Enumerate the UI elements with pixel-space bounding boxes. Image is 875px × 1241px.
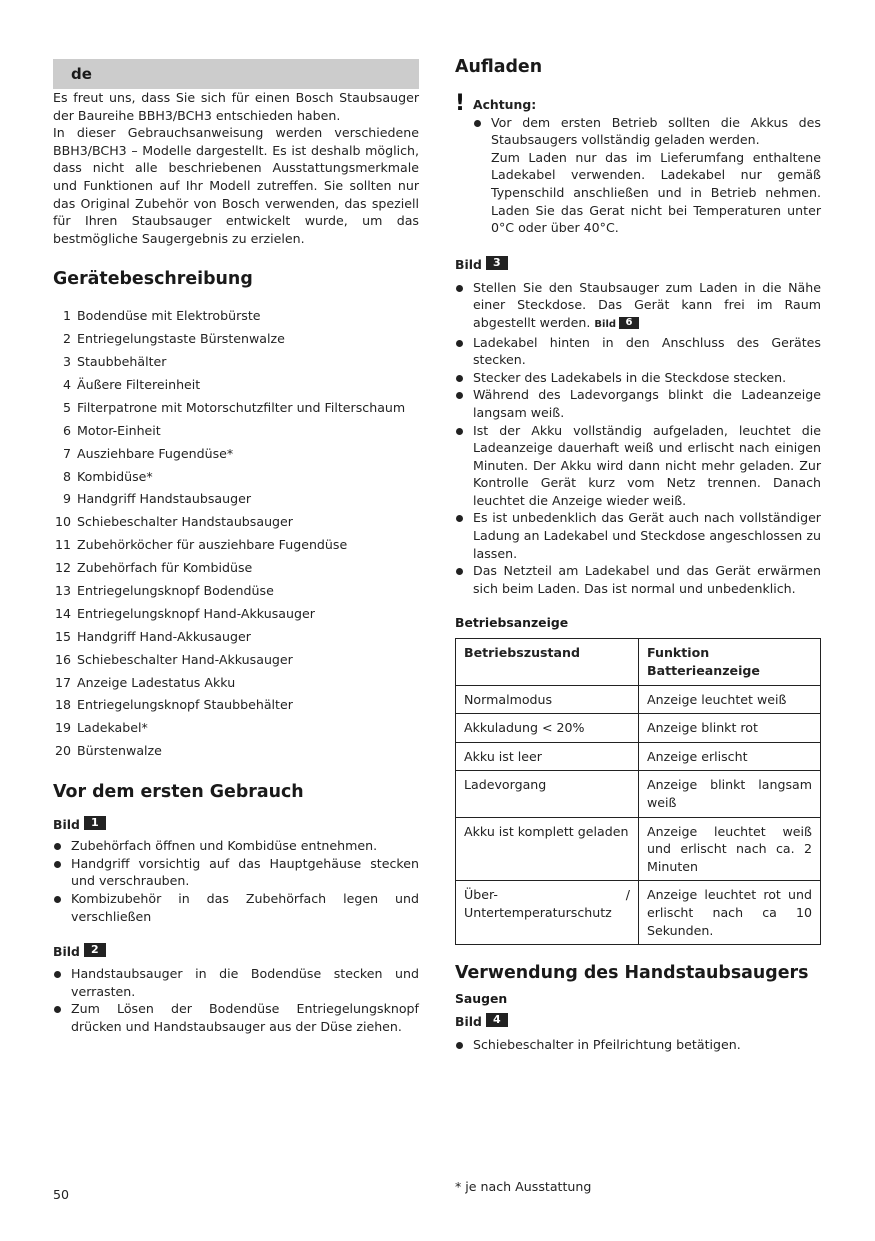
verwendung-list [455,1036,821,1054]
list-item: Stellen Sie den Staubsauger zum Laden in die Nähe einer Steckdose. Das Gerät kann frei im Raum abgestellt werden. Bild 6 [455,279,821,334]
bild-3-label: Bild 3 [455,254,821,273]
table-cell: Akku ist leer [456,742,639,771]
part-item: 17 Anzeige Ladestatus Akku [54,674,236,690]
part-item: 1 Bodendüse mit Elektrobürste [62,308,261,324]
table-cell: Anzeige erlischt [639,742,821,771]
list-item: Ist der Akku vollständig aufgeladen, leuchtet die Ladeanzeige dauerhaft weiß und erlischt nach einigen Minuten. Der Akku wird dann nicht mehr geladen. Zur Kontrolle Gerät kurz vom Netz trennen. Danach leuchtet die Anzeige wieder weiß. [455,422,821,510]
bild-4-label: Bild 4 [455,1011,821,1030]
page-number: 50 [53,1187,70,1202]
bild-1-label: Bild 1 [53,814,419,833]
part-item: 19 Ladekabel* [54,720,148,736]
part-item: 5 Filterpatrone mit Motorschutzfilter und Filterschaum [62,399,406,415]
part-item: 4 Äußere Filtereinheit [62,377,201,393]
part-item: 7 Ausziehbare Fugendüse* [62,445,234,461]
table-row [456,881,821,945]
list-item: Handgriff vorsichtig auf das Hauptgehäuse stecken und verschrauben. [53,855,419,890]
part-item: 13 Entriegelungsknopf Bodendüse [54,583,274,599]
section-title-aufladen: Aufladen [455,57,543,77]
list-item: Kombizubehör in das Zubehörfach legen und verschließen [53,890,419,925]
section-title-geraetebeschreibung: Gerätebeschreibung [53,269,253,290]
part-item: 11 Zubehörköcher für ausziehbare Fugendüse [54,537,348,553]
table-cell: Anzeige leuchtet rot und erlischt nach ca 10 Sekunden. [639,881,821,945]
list-item: Ladekabel hinten in den Anschluss des Gerätes stecken. [455,334,821,369]
part-item: 6 Motor-Einheit [62,422,161,438]
table-row [456,771,821,817]
table-cell: Normalmodus [456,685,639,714]
figure-badge: 3 [486,256,508,270]
figure-badge: 2 [84,943,106,957]
part-item: 18 Entriegelungsknopf Staubbehälter [54,697,293,713]
part-item: 20 Bürstenwalze [54,743,162,759]
list-item: Während des Ladevorgangs blinkt die Ladeanzeige langsam weiß. [455,386,821,421]
table-cell: Anzeige blinkt langsam weiß [639,771,821,817]
table-cell: Akkuladung < 20% [456,714,639,743]
warning-item: Vor dem ersten Betrieb sollten die Akkus des Staubsaugers vollständig geladen werden. Zum Laden nur das im Lieferumfang enthaltene Ladekabel verwenden. Ladekabel nur gemäß Typenschild anschließen und in Betrieb nehmen. Laden Sie das Gerat nicht bei Temperaturen unter 0°C oder über 40°C. [473,114,821,237]
language-header: de [53,59,419,89]
table-cell: Ladevorgang [456,771,639,817]
intro-paragraph-2: In dieser Gebrauchsanweisung werden verschiedene BBH3/BCH3 – Modelle dargestellt. Es ist deshalb möglich, dass nicht alle beschriebenen Ausstattungsmerkmale und Funktionen auf Ihr Modell zutreffen. Sie sollten nur das Original Zubehör von Bosch verwenden, das speziell für Ihren Staubsauger entwickelt wurde, um das bestmögliche Saugergebnis zu erzielen. [53,125,419,246]
part-item: 16 Schiebeschalter Hand-Akkusauger [54,651,293,667]
table-cell: Über- / Untertemperaturschutz [456,881,639,945]
right-column [455,55,821,1054]
footnote: * je nach Ausstattung [455,1179,592,1194]
part-item: 9 Handgriff Handstaubsauger [62,491,252,507]
section-title-verwendung: Verwendung des Handstaubsaugers [455,963,809,984]
intro-paragraph-1: Es freut uns, dass Sie sich für einen Bosch Staubsauger der Baureihe BBH3/BCH3 entschieden haben. [53,90,419,123]
part-item: 10 Schiebeschalter Handstaubsauger [54,514,293,530]
figure-badge: 1 [84,816,106,830]
warning-list [473,114,821,237]
part-item: 8 Kombidüse* [62,468,153,484]
vor-gebrauch-list-2 [53,965,419,1035]
table-cell: Akku ist komplett geladen [456,817,639,881]
betriebsanzeige-title: Betriebsanzeige [455,615,569,631]
part-item: 2 Entriegelungstaste Bürstenwalze [62,331,285,347]
exclamation-icon: ! [455,91,466,116]
table-header-cell: Funktion Batterieanzeige [639,639,821,685]
list-item: Zum Lösen der Bodendüse Entriegelungsknopf drücken und Handstaubsauger aus der Düse ziehen. [53,1000,419,1035]
table-cell: Anzeige leuchtet weiß [639,685,821,714]
warning-title: Achtung: [473,97,537,112]
part-item: 12 Zubehörfach für Kombidüse [54,560,253,576]
saugen-subtitle: Saugen [455,991,508,1007]
list-item: Zubehörfach öffnen und Kombidüse entnehmen. [53,837,419,855]
part-item: 15 Handgriff Hand-Akkusauger [54,628,251,644]
table-row [456,742,821,771]
figure-badge: 4 [486,1013,508,1027]
vor-gebrauch-list-1 [53,837,419,925]
table-row [456,817,821,881]
table-header-cell: Betriebszustand [456,639,639,685]
list-item: Das Netzteil am Ladekabel und das Gerät erwärmen sich beim Laden. Das ist normal und unbedenklich. [455,562,821,597]
part-item: 14 Entriegelungsknopf Hand-Akkusauger [54,605,315,621]
bild-2-label: Bild 2 [53,941,419,960]
left-column [53,59,419,1036]
list-item: Es ist unbedenklich das Gerät auch nach vollständiger Ladung an Ladekabel und Steckdose angeschlossen zu lassen. [455,509,821,562]
table-cell: Anzeige blinkt rot [639,714,821,743]
aufladen-list [455,279,821,598]
table-header-row [456,639,821,685]
list-item: Stecker des Ladekabels in die Steckdose stecken. [455,369,821,387]
table-row [456,685,821,714]
status-table [455,638,821,945]
section-title-vor-gebrauch: Vor dem ersten Gebrauch [53,782,304,803]
table-cell: Anzeige leuchtet weiß und erlischt nach ca. 2 Minuten [639,817,821,881]
table-row [456,714,821,743]
list-item: Schiebeschalter in Pfeilrichtung betätigen. [455,1036,821,1054]
figure-badge: 6 [619,317,639,329]
part-item: 3 Staubbehälter [62,354,167,370]
warning-block [455,91,821,237]
list-item: Handstaubsauger in die Bodendüse stecken und verrasten. [53,965,419,1000]
parts-list [53,305,419,763]
